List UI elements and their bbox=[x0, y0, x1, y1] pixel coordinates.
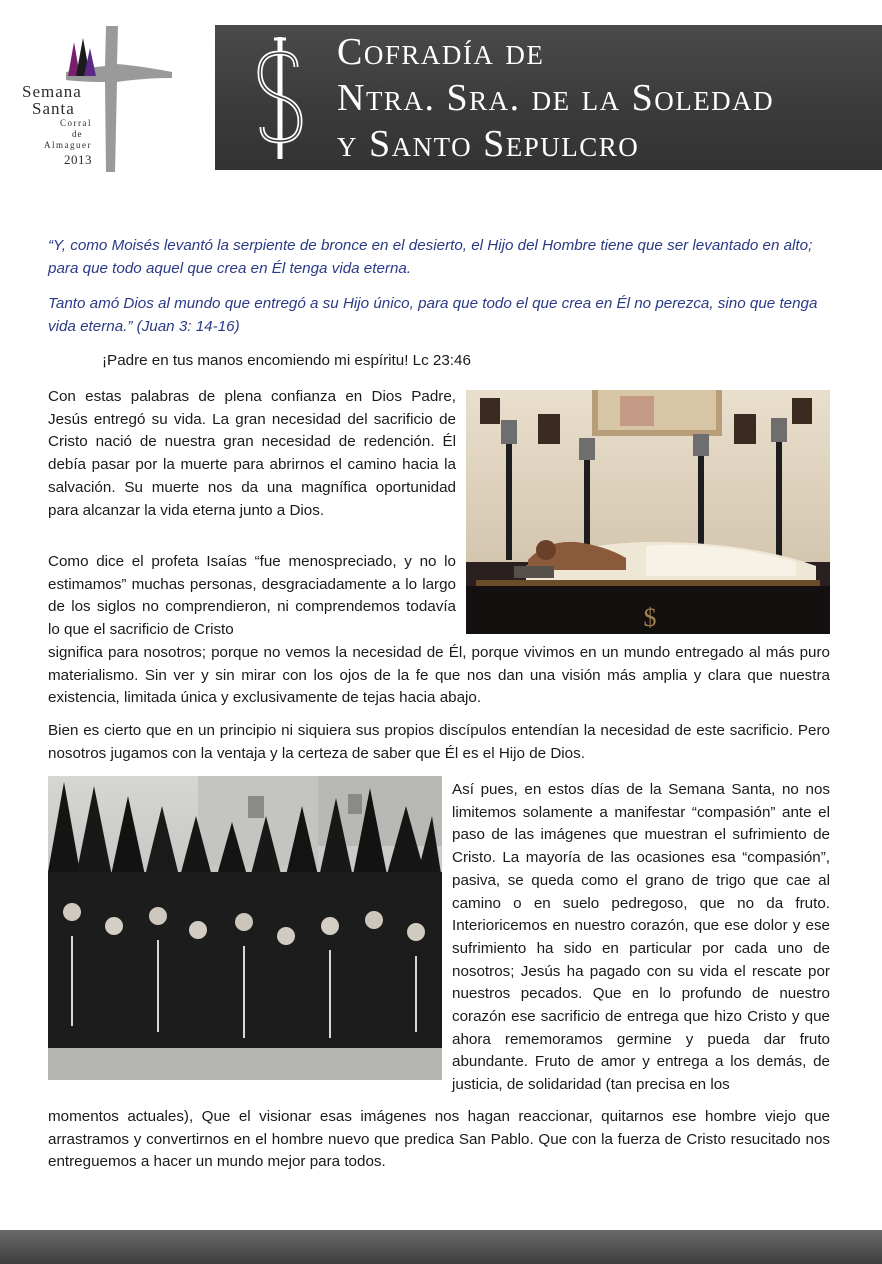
quote-paragraph-2: Tanto amó Dios al mundo que entregó a su Hijo único, para que todo el que crea en Él no perezca, sino que tenga vida eterna.” (Juan 3: 14-16) bbox=[48, 295, 818, 335]
title-line-3: y Santo Sepulcro bbox=[337, 123, 640, 165]
svg-text:$: $ bbox=[643, 603, 657, 632]
logo-semana-text: Semana bbox=[22, 82, 82, 101]
body-paragraph-3: Bien es cierto que en un principio ni siquiera sus propios discípulos entendían la necesidad de este sacrificio. Pero nosotros jugamos con la ventaja y la certeza de saber que Él es el Hijo de Dios. bbox=[48, 722, 830, 762]
logo-corral-text: Corral bbox=[60, 118, 92, 128]
logo-almaguer-text: Almaguer bbox=[44, 140, 92, 150]
body-paragraph-2b: significa para nosotros; porque no vemos la necesidad de Él, porque vivimos en un mundo entregado al más puro materialismo. Sin ver y sin mirar con los ojos de la fe que nos dan una visión más amplia y clara que nuestra existencia, limitada única y exclusivamente de tejas hacia abajo. bbox=[48, 644, 830, 707]
quote-paragraph-1: “Y, como Moisés levantó la serpiente de bronce en el desierto, el Hijo del Hombre tiene que ser levantado en alto; para que todo aquel que crea en Él tenga vida eterna. bbox=[48, 237, 813, 277]
dollar-sepulchre-emblem-icon bbox=[250, 33, 310, 163]
title-line-1: Cofradía de bbox=[337, 31, 545, 73]
body-paragraph-2a: Como dice el profeta Isaías “fue menospreciado, y no lo estimamos” muchas personas, desgraciadamente a lo largo de los siglos no comprendieron, ni comprendemos todavía lo que el sacrificio de Cristo bbox=[48, 553, 456, 639]
logo-year-text: 2013 bbox=[64, 152, 92, 167]
nazarenos-group-photo bbox=[48, 776, 442, 1080]
recumbent-christ-photo bbox=[466, 390, 830, 634]
body-paragraph-4b: momentos actuales), Que el visionar esas imágenes nos hagan reaccionar, quitarnos ese hombre viejo que arrastramos y convertirnos en el hombre nuevo que predica San Pablo. Que con la fuerza de Cristo resucitado nos entreguemos a hacer un mundo mejor para todos. bbox=[48, 1108, 830, 1171]
logo-santa-text: Santa bbox=[32, 99, 75, 118]
logo-de-text: de bbox=[72, 129, 83, 139]
page-title bbox=[337, 29, 774, 167]
header-banner bbox=[215, 25, 882, 170]
footer-bar bbox=[0, 1230, 882, 1264]
title-line-2: Ntra. Sra. de la Soledad bbox=[337, 77, 775, 119]
luke-quote: ¡Padre en tus manos encomiendo mi espíritu! Lc 23:46 bbox=[102, 352, 471, 369]
gospel-quote bbox=[48, 234, 838, 350]
body-paragraph-4a: Así pues, en estos días de la Semana Santa, no nos limitemos solamente a manifestar “compasión” ante el paso de las imágenes que muestran el sufrimiento de Cristo. La mayoría de las ocasiones esa “compasión”, pasiva, se queda como el grano de trigo que cae al camino o en suelo pedregoso, que no da fruto. Interioricemos en nuestro corazón, que ese dolor y ese sufrimiento ha sido en particular por cada uno de nosotros; Jesús ha pagado con su vida el rescate por nuestros pecados. Que en lo profundo de nuestro corazón ese sacrificio de entrega que hizo Cristo y que ahora rememoramos germine y pueda dar fruto abundante. Fruto de amor y entrega a los demás, de justicia, de solidaridad (tan precisa en los bbox=[452, 781, 830, 1094]
body-paragraph-1: Con estas palabras de plena confianza en Dios Padre, Jesús entregó su vida. La gran necesidad del sacrificio de Cristo nació de nuestra gran necesidad de redención. Él debía pasar por la muerte para abrirnos el camino hacia la salvación. Su muerte nos da una magnífica oportunidad para alcanzar la vida eterna junto a Dios. bbox=[48, 388, 456, 519]
semana-santa-logo bbox=[22, 24, 174, 174]
